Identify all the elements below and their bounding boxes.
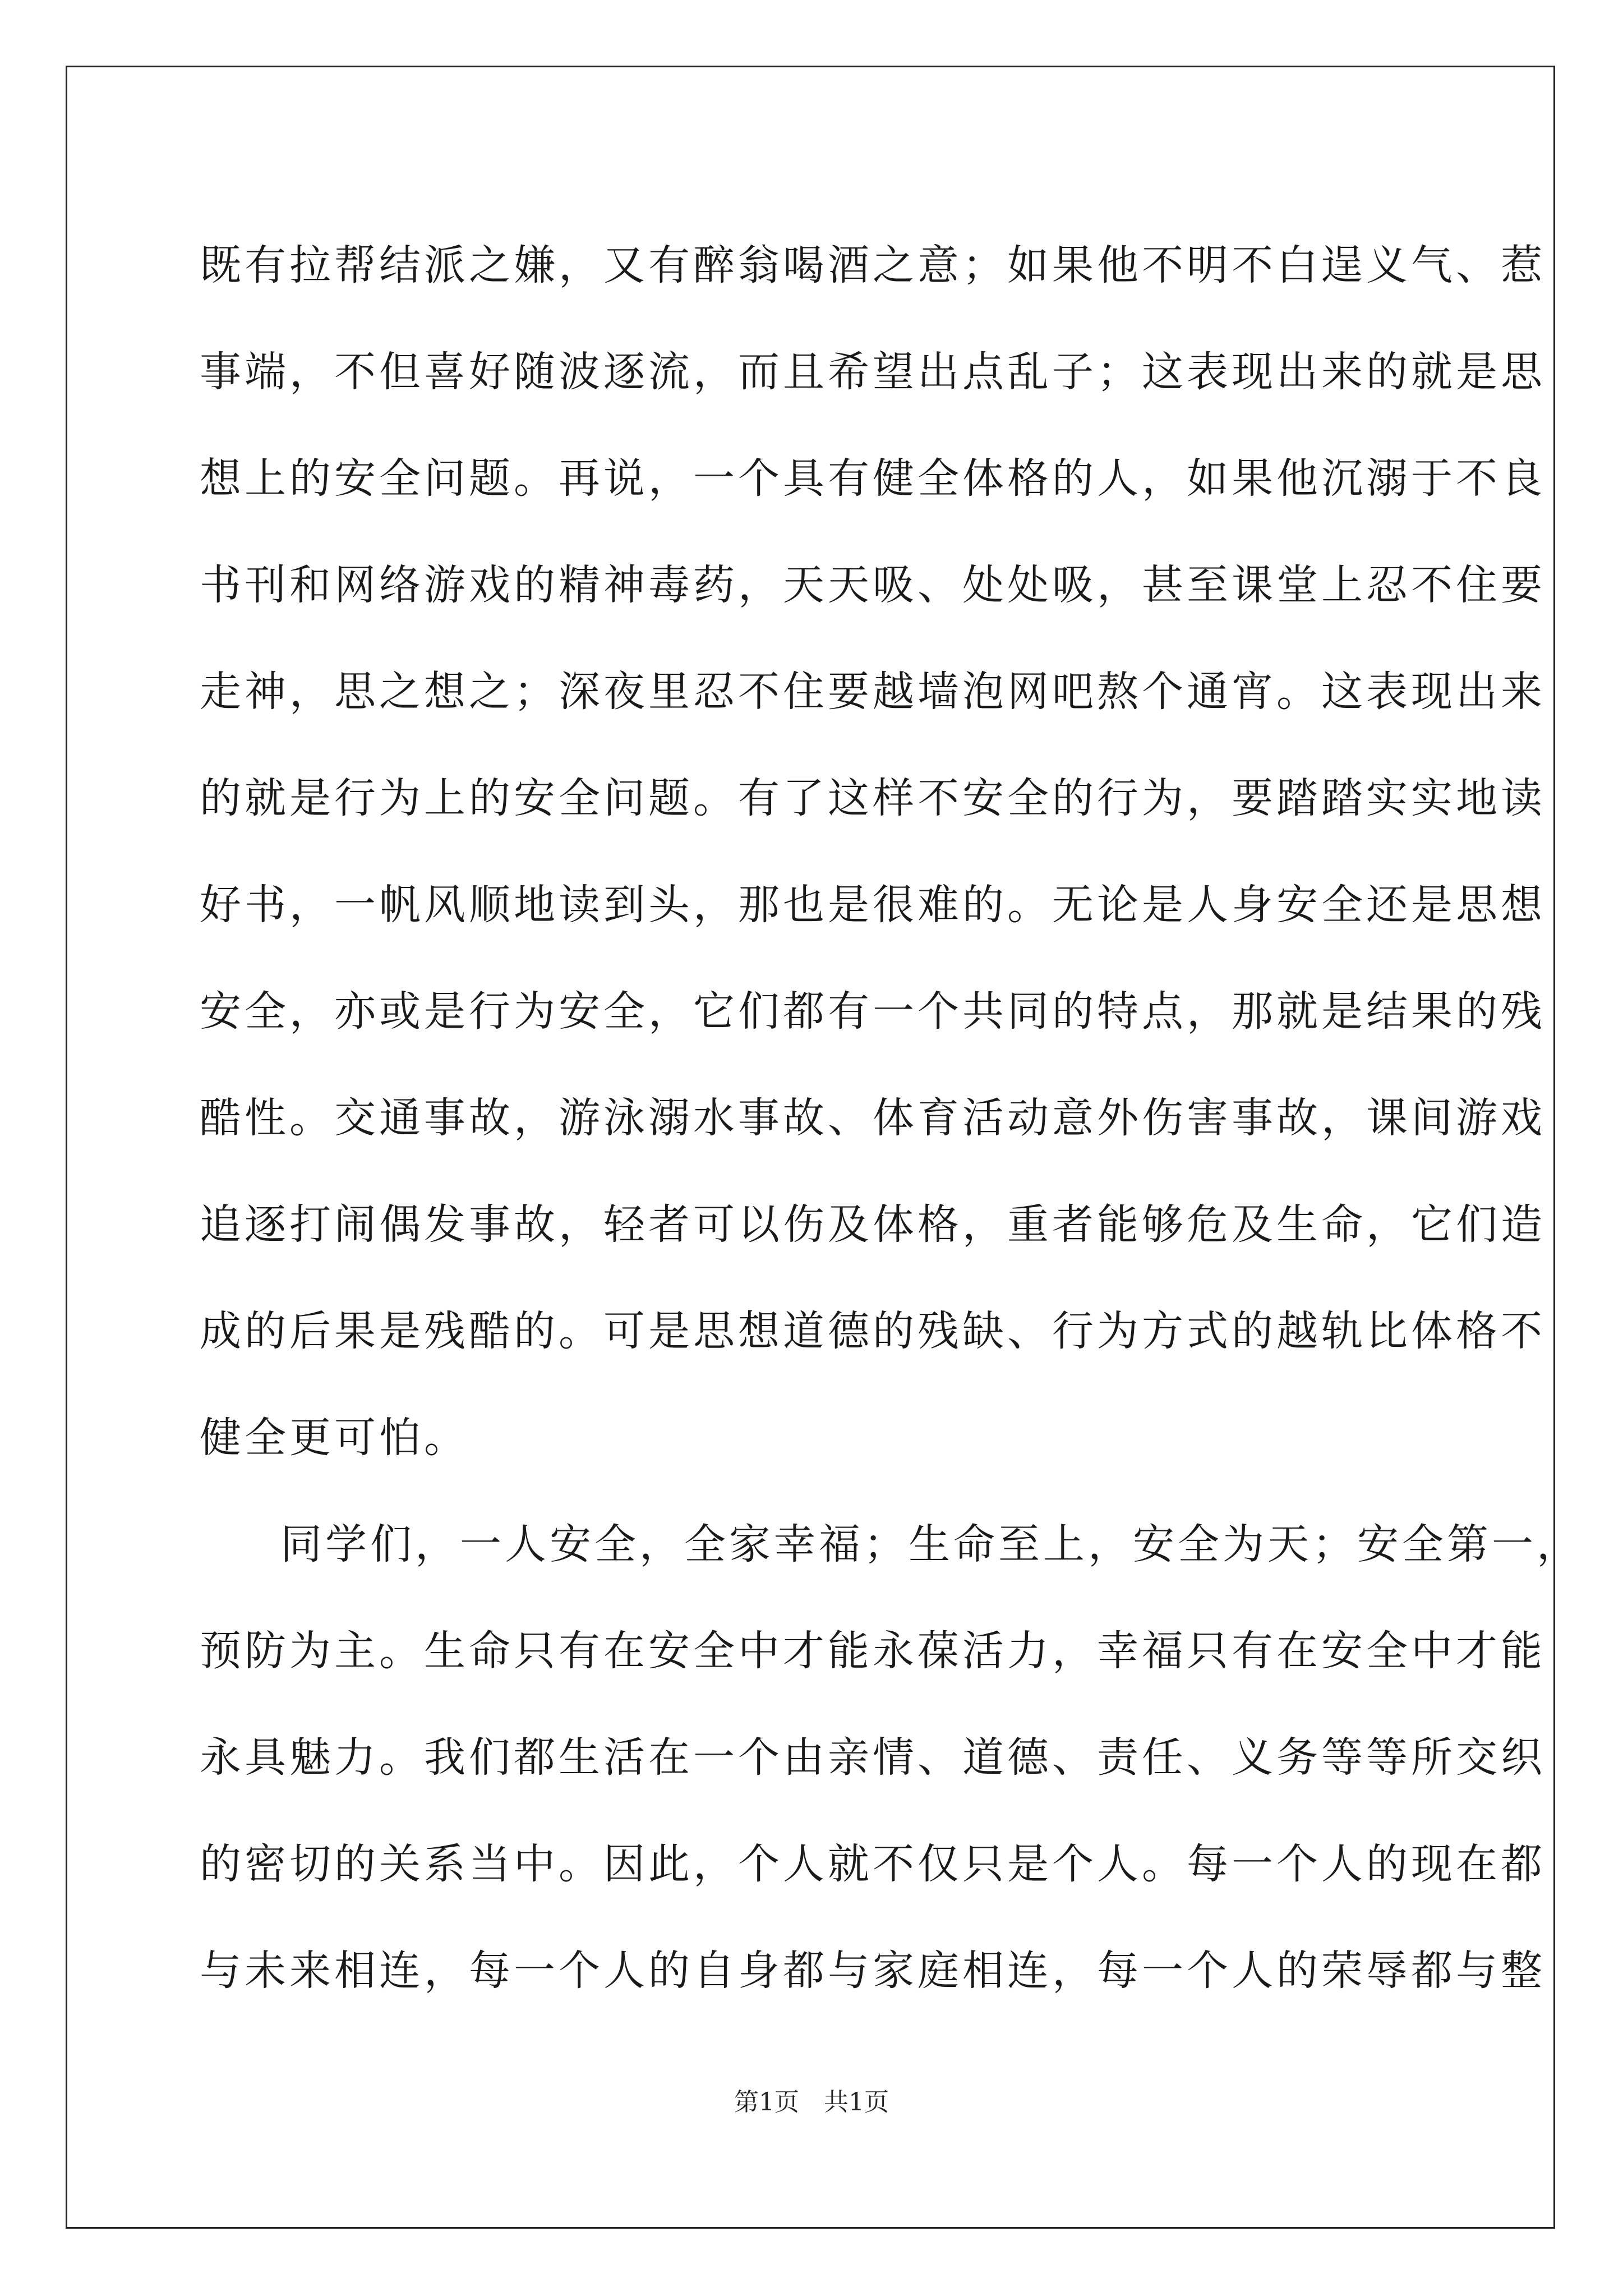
text-line: 预防为主。生命只有在安全中才能永葆活力，幸福只有在安全中才能 xyxy=(200,1627,1546,1675)
text-line: 想上的安全问题。再说，一个具有健全体格的人，如果他沉溺于不良 xyxy=(200,454,1546,503)
text-line: 事端，不但喜好随波逐流，而且希望出点乱子；这表现出来的就是思 xyxy=(200,348,1546,396)
text-line: 与未来相连，每一个人的自身都与家庭相连，每一个人的荣辱都与整 xyxy=(200,1947,1546,1995)
text-line: 追逐打闹偶发事故，轻者可以伤及体格，重者能够危及生命，它们造 xyxy=(200,1200,1546,1249)
text-line: 的密切的关系当中。因此，个人就不仅只是个人。每一个人的现在都 xyxy=(200,1840,1546,1888)
text-line: 安全，亦或是行为安全，它们都有一个共同的特点，那就是结果的残 xyxy=(200,987,1546,1036)
text-line: 永具魅力。我们都生活在一个由亲情、道德、责任、义务等等所交织 xyxy=(200,1733,1546,1782)
text-line: 既有拉帮结派之嫌，又有醉翁喝酒之意；如果他不明不白逞义气、惹 xyxy=(200,241,1546,289)
text-line: 成的后果是残酷的。可是思想道德的残缺、行为方式的越轨比体格不 xyxy=(200,1307,1546,1355)
text-line: 的就是行为上的安全问题。有了这样不安全的行为，要踏踏实实地读 xyxy=(200,774,1546,822)
page-number-footer: 第1页 共1页 xyxy=(734,2088,889,2116)
text-line: 书刊和网络游戏的精神毒药，天天吸、处处吸，甚至课堂上忍不住要 xyxy=(200,561,1546,609)
paragraph-start-line: 同学们，一人安全，全家幸福；生命至上，安全为天；安全第一， xyxy=(280,1520,1581,1568)
text-line: 健全更可怕。 xyxy=(200,1414,469,1462)
text-line: 好书，一帆风顺地读到头，那也是很难的。无论是人身安全还是思想 xyxy=(200,881,1546,929)
text-line: 酷性。交通事故，游泳溺水事故、体育活动意外伤害事故，课间游戏 xyxy=(200,1094,1546,1142)
document-body xyxy=(200,212,1581,2024)
text-line: 走神，思之想之；深夜里忍不住要越墙泡网吧熬个通宵。这表现出来 xyxy=(200,668,1546,716)
